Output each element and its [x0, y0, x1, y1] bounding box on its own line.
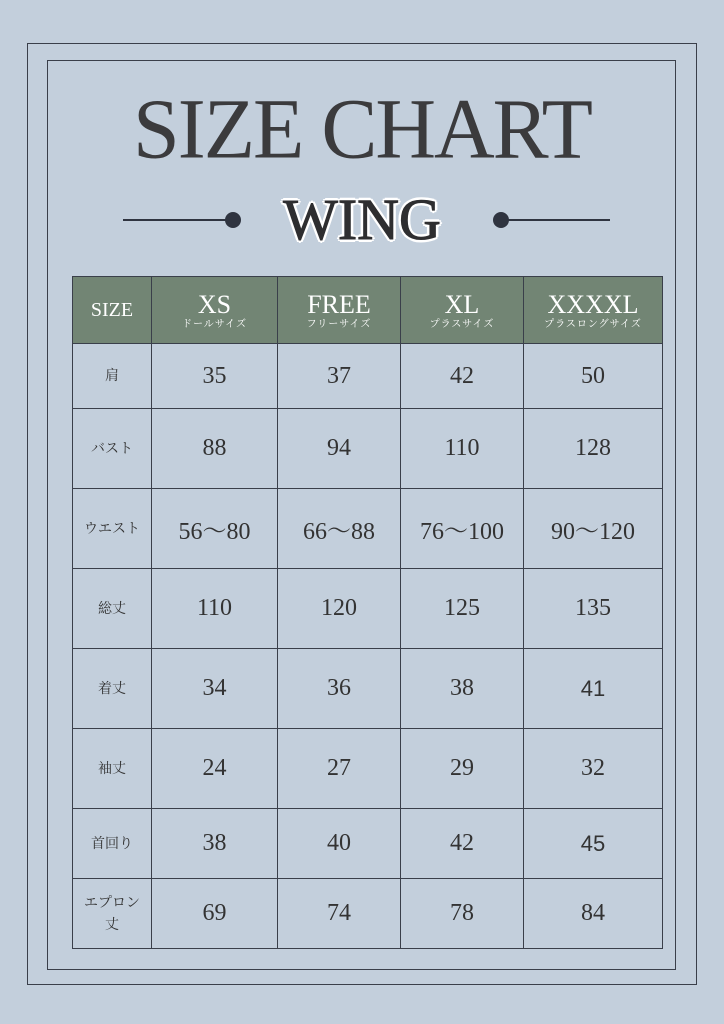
table-cell: 110 — [152, 569, 278, 649]
table-cell: 32 — [524, 729, 663, 809]
column-name: XS — [197, 290, 232, 319]
corner-label: SIZE — [90, 298, 134, 321]
table-cell: 24 — [152, 729, 278, 809]
row-label: ウエスト — [73, 489, 152, 569]
row-label: 肩 — [73, 344, 152, 409]
row-label: 着丈 — [73, 649, 152, 729]
table-cell: 84 — [524, 879, 663, 949]
table-cell: 110 — [401, 409, 524, 489]
table-cell: 76～100 — [401, 489, 524, 569]
table-row — [73, 729, 663, 809]
column-header-free — [278, 277, 401, 344]
row-label: エプロン丈 — [73, 879, 152, 949]
table-cell: 27 — [278, 729, 401, 809]
table-cell: 34 — [152, 649, 278, 729]
row-label: 首回り — [73, 809, 152, 879]
table-cell: 36 — [278, 649, 401, 729]
table-cell: 37 — [278, 344, 401, 409]
table-row — [73, 809, 663, 879]
column-sub: プラスロングサイズ — [544, 319, 642, 330]
table-row — [73, 409, 663, 489]
page-title: SIZE CHART — [133, 82, 591, 177]
subtitle-row — [0, 188, 724, 252]
table-row — [73, 569, 663, 649]
header-row — [73, 277, 663, 344]
table-cell: 69 — [152, 879, 278, 949]
row-label: 袖丈 — [73, 729, 152, 809]
row-label: バスト — [73, 409, 152, 489]
column-sub: フリーサイズ — [306, 319, 372, 330]
table-cell: 135 — [524, 569, 663, 649]
table-cell: 88 — [152, 409, 278, 489]
table-cell: 29 — [401, 729, 524, 809]
table-row — [73, 649, 663, 729]
table-cell: 94 — [278, 409, 401, 489]
column-name: XL — [444, 290, 480, 319]
column-header-xs — [152, 277, 278, 344]
table-cell: 66～88 — [278, 489, 401, 569]
column-name: FREE — [307, 290, 371, 319]
brand-subtitle: WING — [283, 187, 441, 252]
table-cell: 120 — [278, 569, 401, 649]
table-row — [73, 489, 663, 569]
column-sub: プラスサイズ — [429, 319, 495, 330]
table-row — [73, 879, 663, 949]
table-cell: 40 — [278, 809, 401, 879]
corner-header — [73, 277, 152, 344]
table-cell: 42 — [401, 344, 524, 409]
table-cell: 78 — [401, 879, 524, 949]
table-cell: 41 — [524, 649, 663, 729]
table-cell: 56～80 — [152, 489, 278, 569]
column-name: XXXXL — [547, 290, 639, 319]
size-chart-table — [72, 276, 663, 949]
table-cell: 90～120 — [524, 489, 663, 569]
table-cell: 74 — [278, 879, 401, 949]
row-label: 総丈 — [73, 569, 152, 649]
column-sub: ドールサイズ — [182, 319, 247, 330]
table-cell: 42 — [401, 809, 524, 879]
column-header-xxxxl — [524, 277, 663, 344]
table-cell: 45 — [524, 809, 663, 879]
right-divider-line — [501, 219, 610, 221]
table-row — [73, 344, 663, 409]
table-cell: 35 — [152, 344, 278, 409]
table-cell: 128 — [524, 409, 663, 489]
table-cell: 38 — [401, 649, 524, 729]
column-header-xl — [401, 277, 524, 344]
table-cell: 38 — [152, 809, 278, 879]
table-cell: 50 — [524, 344, 663, 409]
table-cell: 125 — [401, 569, 524, 649]
